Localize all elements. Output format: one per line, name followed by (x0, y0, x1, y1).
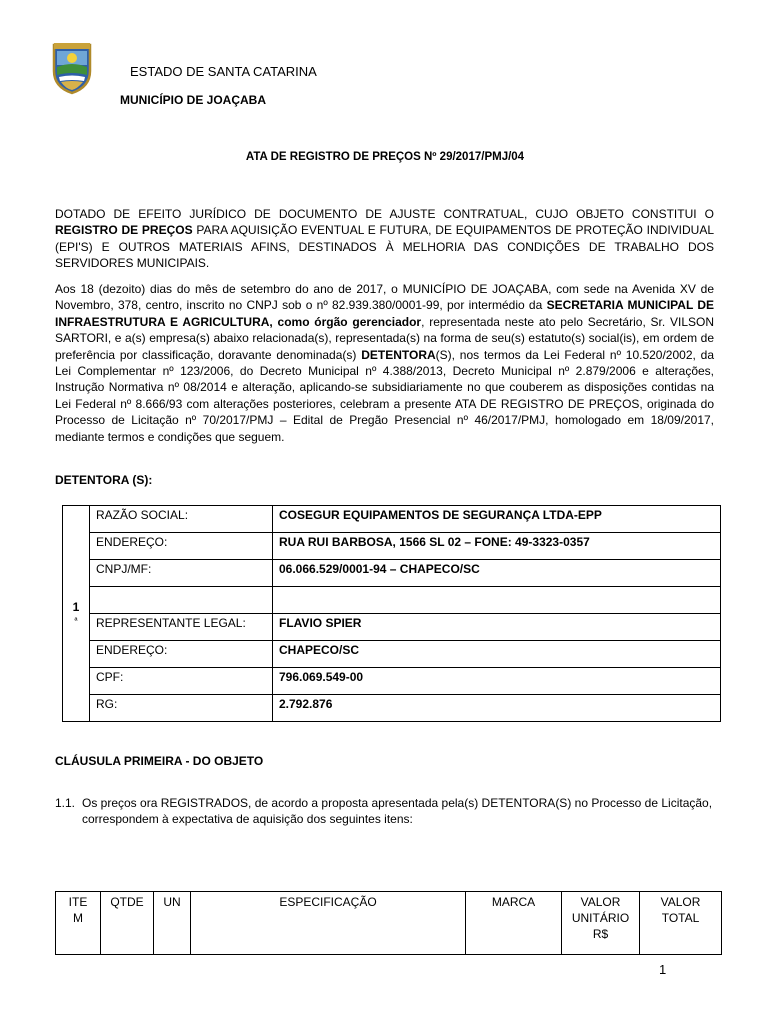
header-especificacao: ESPECIFICAÇÃO (191, 892, 466, 955)
detentora-order-number: 1 (72, 599, 80, 614)
row-value (273, 587, 721, 614)
row-label: REPRESENTANTE LEGAL: (90, 614, 273, 641)
page-number: 1 (659, 962, 667, 977)
header-valor-total: VALOR TOTAL (640, 892, 722, 955)
table-header-row (56, 892, 722, 955)
header-marca: MARCA (466, 892, 562, 955)
document-title: ATA DE REGISTRO DE PREÇOS Nº 29/2017/PMJ/04 (245, 151, 525, 163)
row-label: CNPJ/MF: (90, 560, 273, 587)
detentora-order-cell (63, 506, 90, 722)
header-valor-unitario: VALOR UNITÁRIO R$ (562, 892, 640, 955)
header-qtde: QTDE (101, 892, 154, 955)
row-label: CPF: (90, 668, 273, 695)
row-value: COSEGUR EQUIPAMENTOS DE SEGURANÇA LTDA-EPP (273, 506, 721, 533)
table-row (63, 533, 721, 560)
table-row (63, 506, 721, 533)
row-label (90, 587, 273, 614)
detentora-table (62, 505, 721, 722)
clause-item-text: Os preços ora REGISTRADOS, de acordo a proposta apresentada pela(s) DETENTORA(S) no Processo de Licitação, correspondem à expectativa de aquisição dos seguintes itens: (82, 796, 713, 826)
row-value: FLAVIO SPIER (273, 614, 721, 641)
table-row (63, 614, 721, 641)
state-name: ESTADO DE SANTA CATARINA (130, 64, 317, 79)
detentora-order-suffix: ª (74, 615, 78, 625)
row-value: 06.066.529/0001-94 – CHAPECO/SC (273, 560, 721, 587)
items-table (55, 891, 722, 955)
municipal-crest-icon (51, 41, 93, 95)
row-label: ENDEREÇO: (90, 641, 273, 668)
row-value: RUA RUI BARBOSA, 1566 SL 02 – FONE: 49-3323-0357 (273, 533, 721, 560)
row-value: 2.792.876 (273, 695, 721, 722)
row-value: CHAPECO/SC (273, 641, 721, 668)
municipality-name: MUNICÍPIO DE JOAÇABA (120, 93, 267, 107)
row-label: RG: (90, 695, 273, 722)
row-value: 796.069.549-00 (273, 668, 721, 695)
table-row (63, 587, 721, 614)
clause-title: CLÁUSULA PRIMEIRA - DO OBJETO (55, 754, 264, 768)
table-row (63, 695, 721, 722)
table-row (63, 668, 721, 695)
body-paragraph: Aos 18 (dezoito) dias do mês de setembro do ano de 2017, o MUNICÍPIO DE JOAÇABA, com sede na Avenida XV de Novembro, 378, centro, inscrito no CNPJ sob o nº 82.939.380/0001-99, por intermédio da SECRETARIA MUNICIPAL DE INFRAESTRUTURA E AGRICULTURA, como órgão gerenciador, representada neste ato pelo Secretário, Sr. VILSON SARTORI, e a(s) empresa(s) abaixo relacionada(s), representada(s) na forma de seu(s) estatuto(s) social(is), em ordem de preferência por classificação, doravante denominada(s) DETENTORA(S), nos termos da Lei Federal nº 10.520/2002, da Lei Complementar nº 123/2006, do Decreto Municipal nº 4.388/2013, Decreto Municipal nº 2.879/2006 e alterações, Instrução Normativa nº 08/2014 e alteração, aplicando-se subsidiariamente no que couberem as disposições contidas na Lei Federal nº 8.666/93 com alterações posteriores, celebram a presente ATA DE REGISTRO DE PREÇOS, originada do Processo de Licitação nº 70/2017/PMJ – Edital de Pregão Presencial nº 46/2017/PMJ, homologado em 18/09/2017, mediante termos e condições que seguem. (55, 282, 715, 444)
header-un: UN (154, 892, 191, 955)
row-label: RAZÃO SOCIAL: (90, 506, 273, 533)
table-row (63, 641, 721, 668)
clause-item-number: 1.1. (55, 796, 76, 810)
table-row (63, 560, 721, 587)
row-label: ENDEREÇO: (90, 533, 273, 560)
detentora-heading: DETENTORA (S): (55, 473, 153, 487)
header-item: ITE M (56, 892, 101, 955)
intro-paragraph: DOTADO DE EFEITO JURÍDICO DE DOCUMENTO DE AJUSTE CONTRATUAL, CUJO OBJETO CONSTITUI O REGISTRO DE PREÇOS PARA AQUISIÇÃO EVENTUAL E FUTURA, DE EQUIPAMENTOS DE PROTEÇÃO INDIVIDUAL (EPI'S) E OUTROS MATERIAIS AFINS, DESTINADOS À MELHORIA DAS CONDIÇÕES DE TRABALHO DOS SERVIDORES MUNICIPAIS. (55, 207, 714, 271)
